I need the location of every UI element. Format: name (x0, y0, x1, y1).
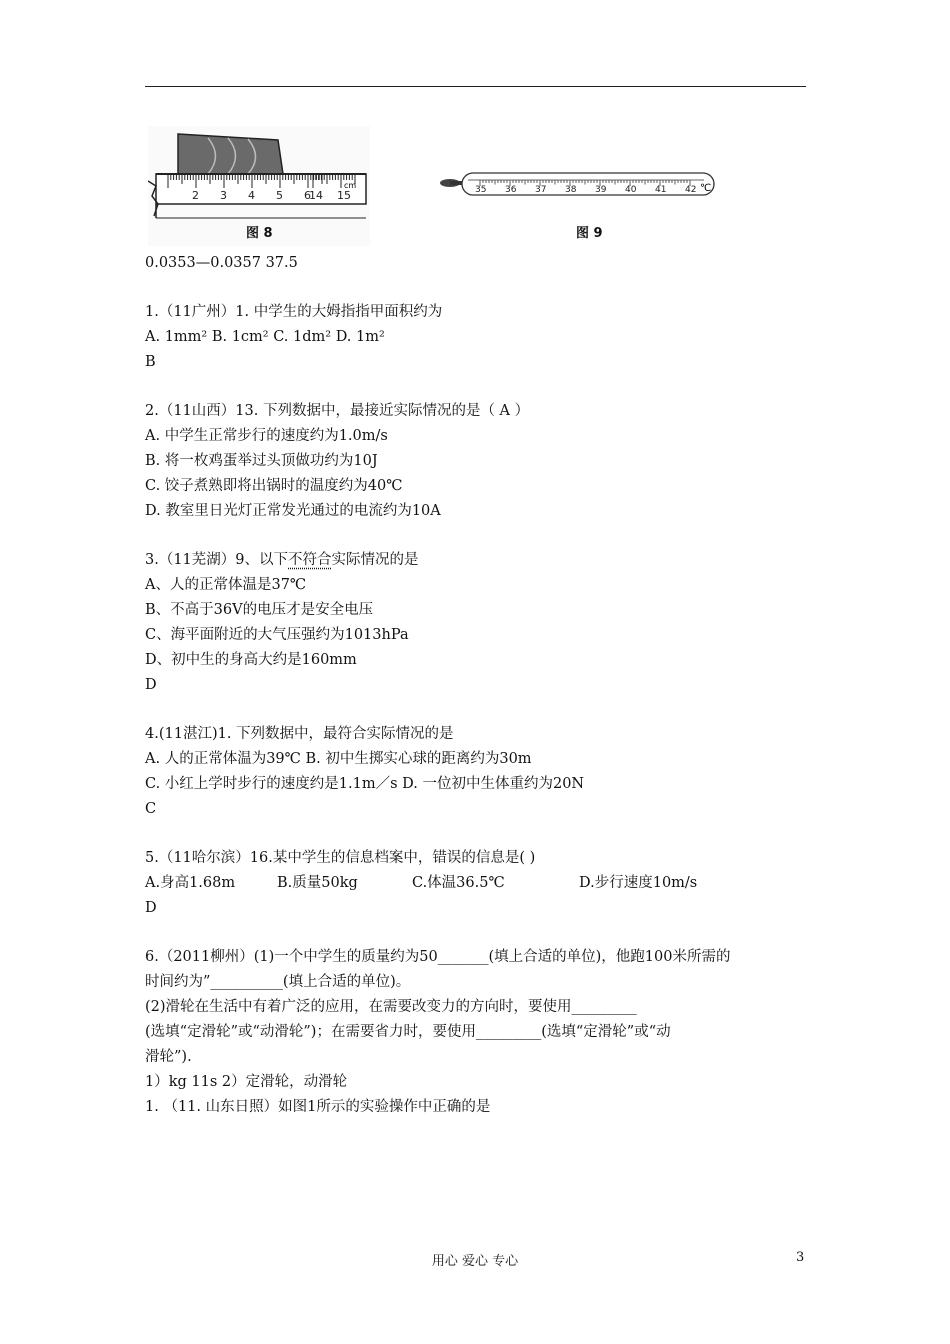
q4-options-cd: C. 小红上学时步行的速度约是1.1m／s D. 一位初中生体重约为20N (145, 776, 585, 792)
ruler-label: 4 (248, 189, 255, 202)
q5-option-a: A.身高1.68m (145, 875, 236, 891)
q6-answer: 1）kg 11s 2）定滑轮，动滑轮 (145, 1074, 348, 1090)
q6-line-5: 滑轮”). (145, 1049, 192, 1065)
page-number: 3 (796, 1250, 805, 1265)
q6-line-3: (2)滑轮在生活中有着广泛的应用，在需要改变力的方向时，要使用_________ (145, 999, 637, 1015)
ruler-label: 3 (220, 189, 227, 202)
q3-stem-pre: 3.（11芜湖）9、以下 (145, 552, 289, 568)
q5-option-b: B.质量50kg (277, 875, 358, 891)
thermo-label: 36 (505, 185, 517, 195)
ruler-label: 14 (309, 189, 323, 202)
q6-line-1: 6.（2011柳州）(1)一个中学生的质量约为50_______(填上合适的单位)，他跑100米所需的 (145, 949, 731, 965)
figure-8-caption: 图 8 (246, 226, 273, 241)
q6-line-4: (选填“定滑轮”或“动滑轮”)；在需要省力时，要使用_________(选填“定滑轮”或“动 (145, 1024, 671, 1040)
q4-stem: 4.(11湛江)1. 下列数据中，最符合实际情况的是 (145, 726, 454, 742)
thermo-label: 42 (685, 185, 697, 195)
q4-options-ab: A. 人的正常体温为39℃ B. 初中生掷实心球的距离约为30m (145, 751, 532, 767)
ruler-unit: cm (344, 181, 357, 190)
q1-stem: 1.（11广州）1. 中学生的大姆指指甲面积约为 (145, 304, 443, 320)
ruler-label: 2 (192, 189, 199, 202)
q3-answer: D (145, 677, 157, 693)
header-rule (145, 86, 806, 87)
ruler-label: 15 (337, 189, 351, 202)
q5-option-c: C.体温36.5℃ (412, 875, 505, 891)
ruler-label: 5 (276, 189, 283, 202)
q5-option-d: D.步行速度10m/s (579, 875, 698, 891)
q2-option-c: C. 饺子煮熟即将出锅时的温度约为40℃ (145, 478, 403, 494)
q1-answer: B (145, 354, 156, 370)
answer-figures: 0.0353—0.0357 37.5 (145, 255, 298, 271)
q3-stem-post: 实际情况的是 (331, 552, 419, 568)
q2-option-b: B. 将一枚鸡蛋举过头顶做功约为10J (145, 453, 378, 469)
thermo-label: 41 (655, 185, 667, 195)
q6-line-2: 时间约为”__________(填上合适的单位)。 (145, 974, 411, 990)
q3-option-c: C、海平面附近的大气压强约为1013hPa (145, 627, 409, 643)
ruler-label: 6 (304, 189, 311, 202)
q5-answer: D (145, 900, 157, 916)
page-footer: 用心 爱心 专心 (431, 1254, 519, 1269)
q1-options: A. 1mm² B. 1cm² C. 1dm² D. 1m² (145, 329, 385, 345)
q2-option-a: A. 中学生正常步行的速度约为1.0m/s (145, 428, 388, 444)
q4-answer: C (145, 801, 157, 817)
thermo-label: 39 (595, 185, 607, 195)
q3-stem (145, 551, 419, 569)
q5-stem: 5.（11哈尔滨）16.某中学生的信息档案中，错误的信息是( ) (145, 850, 536, 866)
figure-9-caption: 图 9 (576, 226, 603, 241)
thermo-label: 35 (475, 185, 487, 195)
q2-option-d: D. 教室里日光灯正常发光通过的电流约为10A (145, 503, 441, 519)
thermo-label: 40 (625, 185, 637, 195)
thermo-unit: ℃ (700, 183, 712, 194)
q3-option-b: B、不高于36V的电压才是安全电压 (145, 602, 374, 618)
thermo-label: 37 (535, 185, 547, 195)
q3-option-d: D、初中生的身高大约是160mm (145, 652, 357, 668)
q3-stem-emphasis: 不符合 (288, 552, 332, 568)
q3-option-a: A、人的正常体温是37℃ (145, 577, 307, 593)
q7-stem: 1. （11. 山东日照）如图1所示的实验操作中正确的是 (145, 1099, 491, 1115)
q2-stem: 2.（11山西）13. 下列数据中，最接近实际情况的是（ A ） (145, 403, 530, 419)
thermo-label: 38 (565, 185, 577, 195)
